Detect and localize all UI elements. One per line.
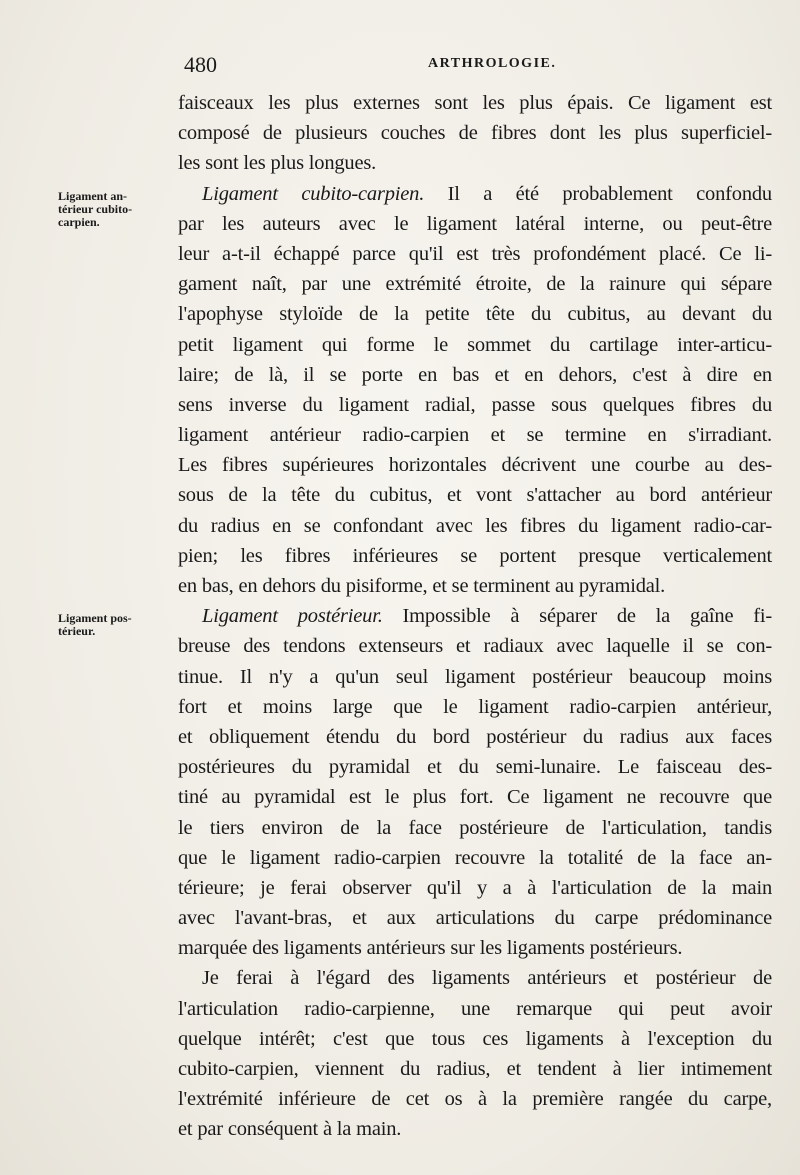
margin-note-line: térieur cubito- <box>58 202 133 216</box>
text-line: sous de la tête du cubitus, et vont s'attacher au bord antérieur <box>178 484 772 507</box>
page-header <box>180 52 770 82</box>
text-line: tinue. Il n'y a qu'un seul ligament postérieur beaucoup moins <box>178 665 772 688</box>
margin-note-posterieur <box>58 612 176 638</box>
text-line: quelque intérêt; c'est que tous ces ligaments à l'exception du <box>178 1027 772 1050</box>
text-line: Les fibres supérieures horizontales décrivent une courbe au des- <box>178 454 772 477</box>
text-line: que le ligament radio-carpien recouvre la totalité de la face an- <box>178 846 772 869</box>
text-line-tail: Il a été probablement confondu <box>447 182 772 205</box>
body-text <box>178 88 772 1145</box>
text-line-section-cubito-carpien <box>178 179 772 209</box>
text-line: marquée des ligaments antérieurs sur les ligaments postérieurs. <box>178 937 683 960</box>
text-line: en bas, en dehors du pisiforme, et se terminent au pyramidal. <box>178 575 666 597</box>
margin-note-line: térieur. <box>58 624 96 638</box>
text-line-tail: Impossible à séparer de la gaîne fi- <box>402 605 772 628</box>
text-line: le tiers environ de la face postérieure de l'articulation, tandis <box>178 816 772 839</box>
text-line: tiné au pyramidal est le plus fort. Ce ligament ne recouvre que <box>178 786 772 809</box>
margin-note-line: Ligament pos- <box>58 611 132 625</box>
text-line: faisceaux les plus externes sont les plus épais. Ce ligament est <box>178 92 772 114</box>
text-line: breuse des tendons extenseurs et radiaux avec laquelle il se con- <box>178 635 772 658</box>
margin-note-line: Ligament an- <box>58 189 127 203</box>
text-line-section-posterieur <box>178 601 772 631</box>
text-line: sens inverse du ligament radial, passe sous quelques fibres du <box>178 393 772 416</box>
text-line: laire; de là, il se porte en bas et en dehors, c'est à dire en <box>178 363 772 386</box>
margin-note-cubito-carpien <box>58 190 176 229</box>
text-line: pien; les fibres inférieures se portent presque verticalement <box>178 544 772 567</box>
page-number: 480 <box>184 52 217 77</box>
text-line: l'extrémité inférieure de cet os à la première rangée du carpe, <box>178 1088 772 1111</box>
section-heading-posterieur: Ligament postérieur. <box>202 605 383 628</box>
text-line: l'articulation radio-carpienne, une remarque qui peut avoir <box>178 997 772 1020</box>
running-title: ARTHROLOGIE. <box>428 56 557 71</box>
text-line: térieure; je ferai observer qu'il y a à l'articulation de la main <box>178 876 772 899</box>
text-line: l'apophyse styloïde de la petite tête du cubitus, au devant du <box>178 303 772 326</box>
text-line: cubito-carpien, viennent du radius, et tendent à lier intimement <box>178 1058 772 1080</box>
text-line: fort et moins large que le ligament radio-carpien antérieur, <box>178 695 772 718</box>
text-line: gament naît, par une extrémité étroite, de la rainure qui sépare <box>178 273 772 296</box>
text-line: ligament antérieur radio-carpien et se termine en s'irradiant. <box>178 424 772 447</box>
section-heading-cubito-carpien: Ligament cubito-carpien. <box>202 182 425 205</box>
text-line: Je ferai à l'égard des ligaments antérieurs et postérieur de <box>202 967 772 990</box>
text-line: et par conséquent à la main. <box>178 1118 402 1141</box>
text-line: leur a-t-il échappé parce qu'il est très profondément placé. Ce li- <box>178 242 772 265</box>
text-line: petit ligament qui forme le sommet du cartilage inter-articu- <box>178 333 772 356</box>
text-line: composé de plusieurs couches de fibres dont les plus superficiel- <box>178 122 772 145</box>
text-line: par les auteurs avec le ligament latéral interne, ou peut-être <box>178 212 772 235</box>
text-line: et obliquement étendu du bord postérieur du radius aux faces <box>178 725 772 748</box>
text-line: postérieures du pyramidal et du semi-lunaire. Le faisceau des- <box>178 756 772 779</box>
margin-note-line: carpien. <box>58 215 100 229</box>
text-line: avec l'avant-bras, et aux articulations du carpe prédominance <box>178 907 772 930</box>
text-line: du radius en se confondant avec les fibres du ligament radio-car- <box>178 514 772 537</box>
text-line: les sont les plus longues. <box>178 152 377 175</box>
